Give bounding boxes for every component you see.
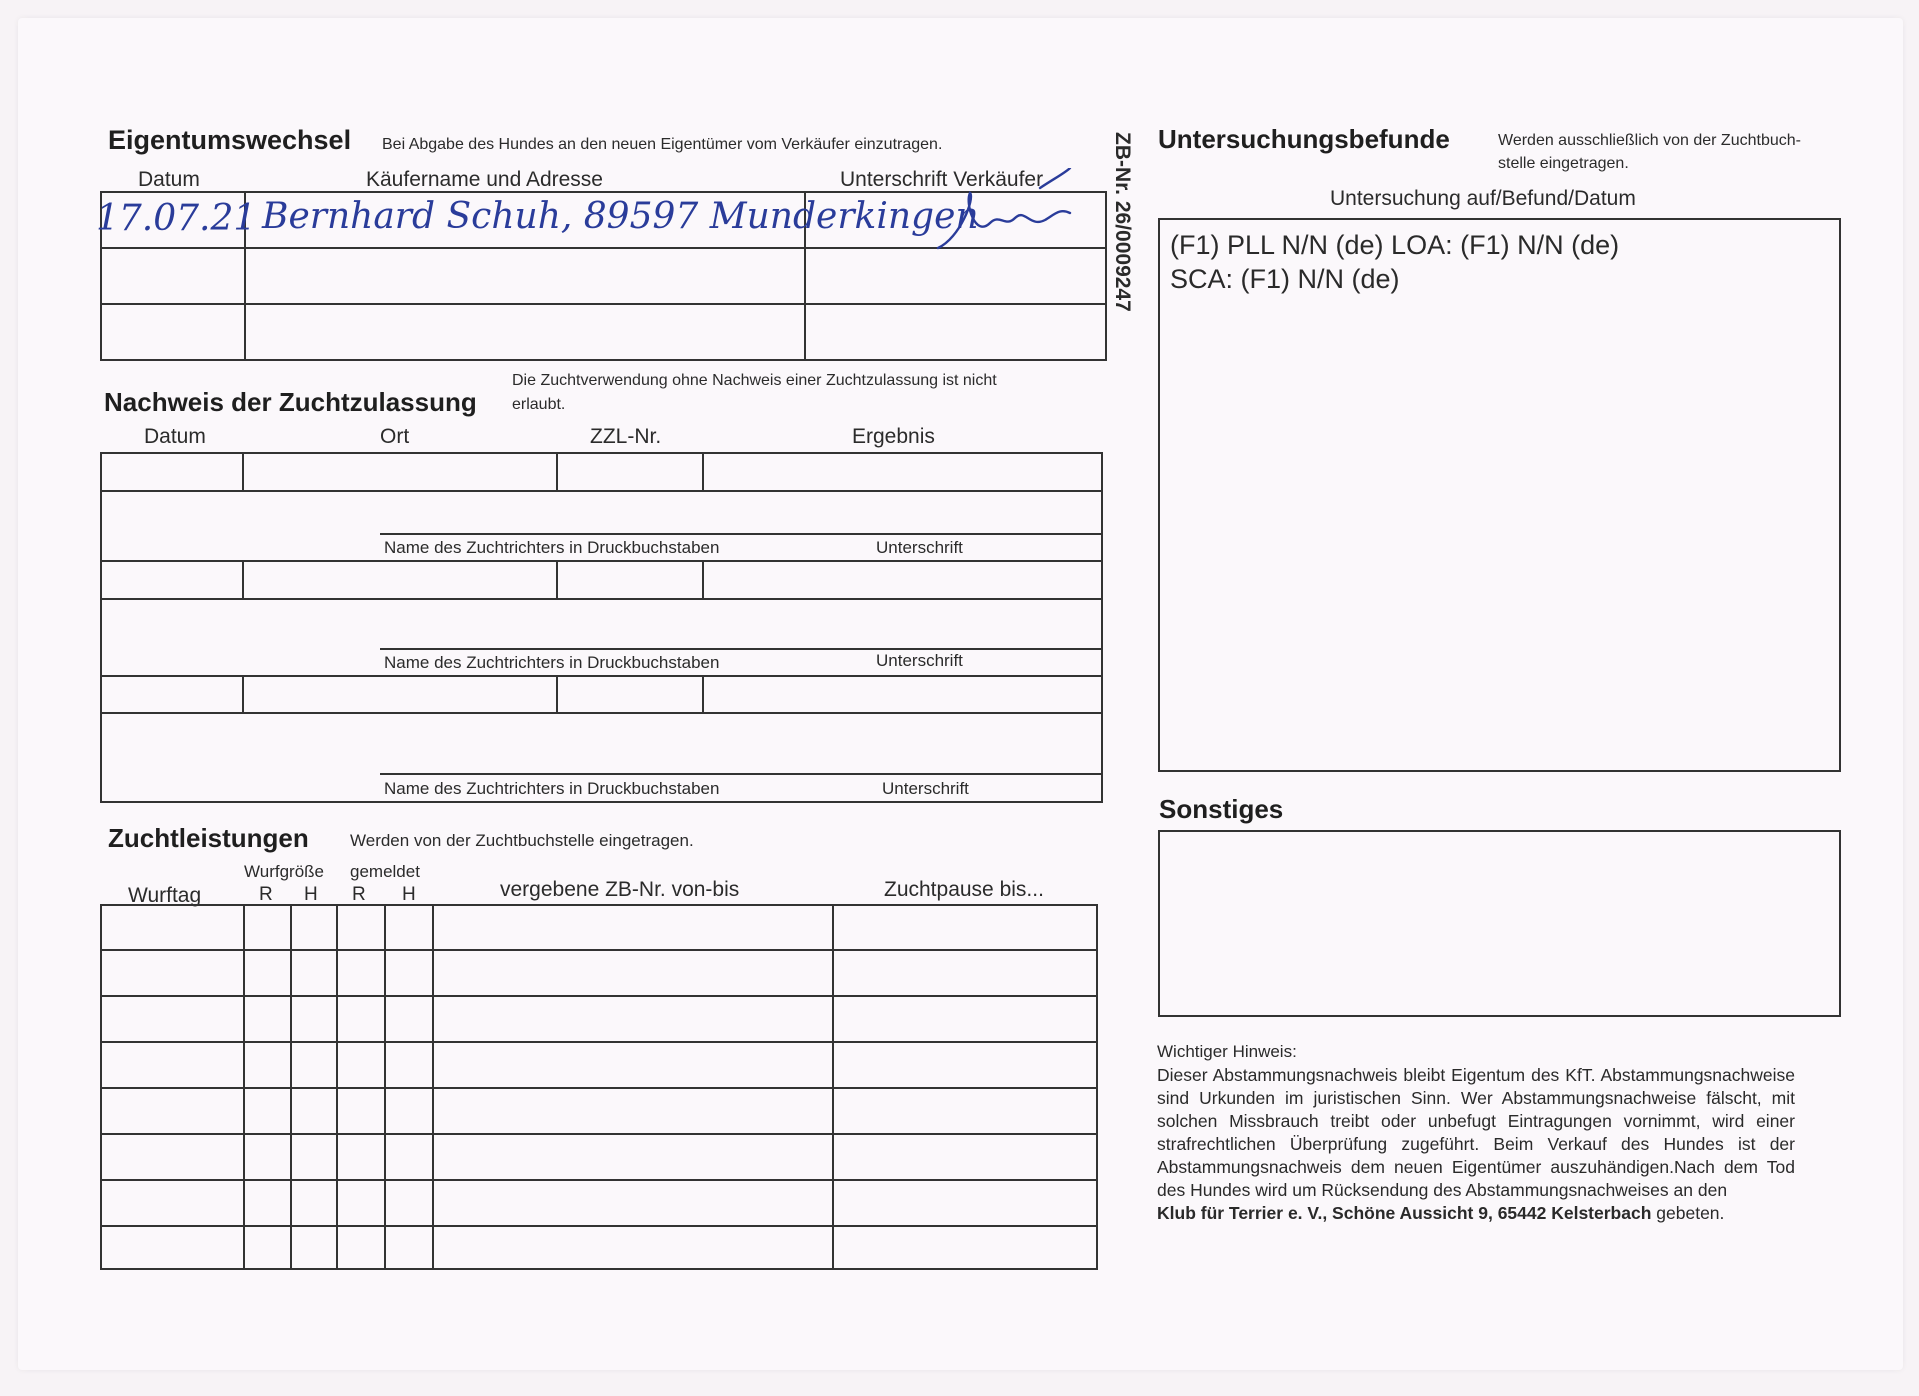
row-divider	[100, 1133, 1098, 1135]
section-title-untersuchungsbefunde: Untersuchungsbefunde	[1158, 124, 1450, 154]
handwritten-date[interactable]: 17.07.21	[96, 198, 257, 239]
divider	[100, 303, 1107, 305]
befund-line-2: SCA: (F1) N/N (de)	[1170, 264, 1400, 294]
signature-line	[380, 773, 1103, 775]
hinweis-body: Dieser Abstammungsnachweis bleibt Eigentum des KfT. Abstammungsnachweise sind Urkunden im juristischen Sinn. Wer Abstammungsnachweise fälscht, mit solchen Missbrauch treibt oder unbefugt Eintragungen vornimmt, wird einer strafrechtlichen Überprüfung zugeführt. Beim Verkauf des Hundes ist der Abstammungsnachweis dem neuen Eigentümer auszuhändigen.Nach dem Tod des Hundes wird um Rücksendung des Abstammungsnachweises an den	[1157, 1065, 1795, 1200]
richter-label: Name des Zuchtrichters in Druckbuchstaben	[384, 779, 720, 798]
hinweis-title: Wichtiger Hinweis:	[1157, 1042, 1297, 1061]
divider	[100, 490, 1103, 492]
zuchtleistungen-note: Werden von der Zuchtbuchstelle eingetragen.	[350, 831, 694, 850]
col-h: H	[304, 884, 318, 905]
zuchtzulassung-note-1: Die Zuchtverwendung ohne Nachweis einer Zuchtzulassung ist nicht	[512, 372, 997, 389]
divider	[242, 452, 244, 490]
hinweis-end: gebeten.	[1656, 1203, 1725, 1223]
col-kaeufer: Käufername und Adresse	[366, 168, 603, 191]
col-wurftag: Wurftag	[128, 884, 202, 907]
row-divider	[100, 949, 1098, 951]
row-divider	[100, 1225, 1098, 1227]
divider	[702, 452, 704, 490]
row-divider	[100, 1041, 1098, 1043]
signature-scribble	[930, 168, 1080, 258]
col-zuchtpause: Zuchtpause bis...	[884, 878, 1044, 901]
unterschrift-label: Unterschrift	[876, 538, 963, 557]
divider	[702, 675, 704, 712]
section-title-sonstiges: Sonstiges	[1159, 794, 1284, 824]
unterschrift-label: Unterschrift	[876, 651, 963, 670]
divider	[100, 675, 1103, 677]
richter-label: Name des Zuchtrichters in Druckbuchstaben	[384, 653, 720, 672]
hinweis-text	[1157, 1064, 1795, 1225]
section-title-eigentumswechsel: Eigentumswechsel	[108, 125, 352, 155]
unterschrift-label: Unterschrift	[882, 779, 969, 798]
divider	[100, 712, 1103, 714]
richter-label: Name des Zuchtrichters in Druckbuchstaben	[384, 538, 720, 557]
col-unterschrift-verkaeufer: Unterschrift Verkäufer	[840, 168, 1044, 191]
col-ort: Ort	[380, 425, 410, 448]
col-wurfgroesse: Wurfgröße	[244, 862, 324, 881]
col-datum: Datum	[144, 425, 206, 448]
divider	[242, 675, 244, 712]
col-zzl: ZZL-Nr.	[590, 425, 662, 448]
untersuchung-note-1: Werden ausschließlich von der Zuchtbuch-	[1498, 132, 1801, 149]
col-h: H	[402, 884, 416, 905]
col-zb-range: vergebene ZB-Nr. von-bis	[500, 878, 740, 901]
signature-line	[380, 533, 1103, 535]
section-title-zuchtzulassung: Nachweis der Zuchtzulassung	[104, 387, 477, 417]
club-address: Klub für Terrier e. V., Schöne Aussicht 9, 65442 Kelsterbach	[1157, 1203, 1652, 1223]
untersuchung-box	[1158, 218, 1841, 772]
divider	[556, 675, 558, 712]
divider	[702, 560, 704, 598]
col-r: R	[259, 884, 273, 905]
zuchtzulassung-note-2: erlaubt.	[512, 396, 566, 413]
sonstiges-box	[1158, 830, 1841, 1017]
row-divider	[100, 995, 1098, 997]
divider	[100, 560, 1103, 562]
section-title-zuchtleistungen: Zuchtleistungen	[108, 823, 309, 853]
col-datum: Datum	[138, 168, 200, 191]
divider	[100, 598, 1103, 600]
divider	[556, 560, 558, 598]
col-ergebnis: Ergebnis	[852, 425, 935, 448]
row-divider	[100, 1087, 1098, 1089]
signature-line	[380, 648, 1103, 650]
col-gemeldet: gemeldet	[350, 862, 420, 881]
zuchtzulassung-table	[100, 452, 1103, 803]
eigentumswechsel-note: Bei Abgabe des Hundes an den neuen Eigentümer vom Verkäufer einzutragen.	[382, 136, 943, 153]
row-divider	[100, 1179, 1098, 1181]
handwritten-buyer[interactable]: Bernhard Schuh, 89597 Munderkingen	[262, 196, 979, 237]
zb-number: ZB-Nr. 26/0009247	[1111, 132, 1134, 312]
befund-line-1: (F1) PLL N/N (de) LOA: (F1) N/N (de)	[1170, 230, 1620, 260]
col-r: R	[352, 884, 366, 905]
divider	[556, 452, 558, 490]
col-untersuchung: Untersuchung auf/Befund/Datum	[1330, 187, 1636, 210]
divider	[242, 560, 244, 598]
untersuchung-note-2: stelle eingetragen.	[1498, 155, 1629, 172]
